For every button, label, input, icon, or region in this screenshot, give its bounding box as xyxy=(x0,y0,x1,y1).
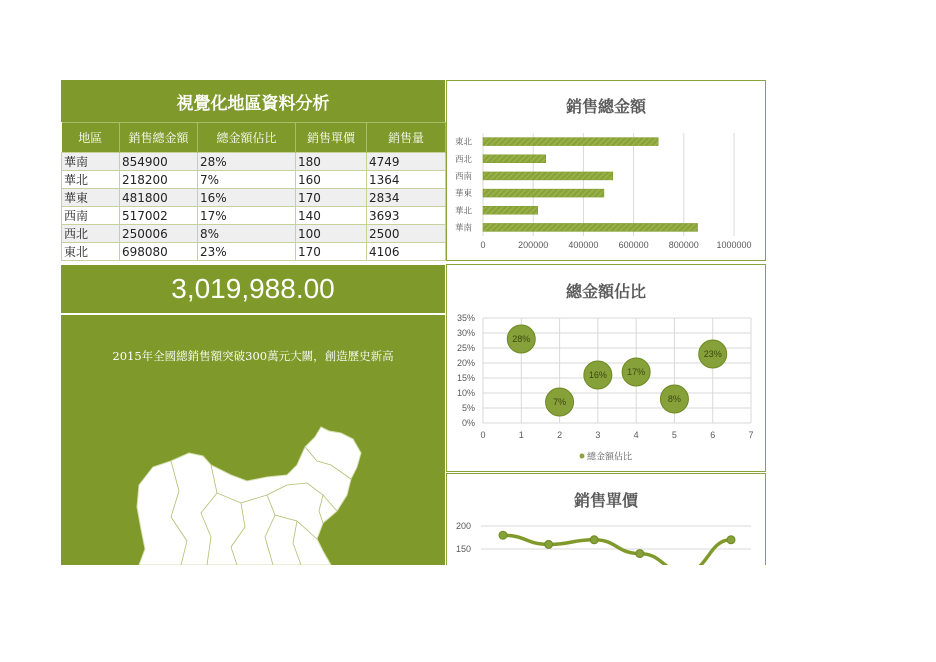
table-cell: 西南 xyxy=(62,207,120,225)
bar xyxy=(483,189,604,197)
table-cell: 100 xyxy=(296,225,367,243)
table-cell: 854900 xyxy=(120,153,198,171)
table-cell: 250006 xyxy=(120,225,198,243)
column-header: 總金額佔比 xyxy=(198,123,296,153)
y-tick-label: 25% xyxy=(456,343,475,353)
y-tick-label: 200 xyxy=(455,521,471,531)
table-row xyxy=(62,171,446,189)
data-point xyxy=(636,550,644,558)
x-tick-label: 5 xyxy=(671,430,677,440)
chart-title: 銷售單價 xyxy=(573,491,638,510)
table-cell: 華北 xyxy=(62,171,120,189)
y-tick-label: 5% xyxy=(461,403,475,413)
page-margin xyxy=(0,565,936,662)
y-tick-label: 35% xyxy=(456,313,475,323)
y-tick-label: 20% xyxy=(456,358,475,368)
x-tick-label: 4 xyxy=(633,430,639,440)
bar xyxy=(483,206,538,214)
data-label: 7% xyxy=(553,397,567,407)
x-tick-label: 200000 xyxy=(518,240,549,250)
data-label: 23% xyxy=(703,349,722,359)
column-header: 銷售總金額 xyxy=(120,123,198,153)
bar-chart xyxy=(447,81,765,260)
table-cell: 1364 xyxy=(367,171,446,189)
table-cell: 2834 xyxy=(367,189,446,207)
table-cell: 170 xyxy=(296,243,367,261)
chart-title: 銷售總金額 xyxy=(565,97,646,116)
legend-marker xyxy=(580,454,585,459)
table-cell: 698080 xyxy=(120,243,198,261)
x-tick-label: 600000 xyxy=(618,240,649,250)
dashboard-title: 視覺化地區資料分析 xyxy=(61,80,445,122)
table-row xyxy=(62,189,446,207)
data-label: 8% xyxy=(667,394,681,404)
table-cell: 481800 xyxy=(120,189,198,207)
data-label: 16% xyxy=(588,370,607,380)
bar xyxy=(483,172,613,180)
table-row xyxy=(62,207,446,225)
bar xyxy=(483,138,658,146)
legend-label: 總金額佔比 xyxy=(587,451,633,462)
data-label: 17% xyxy=(627,367,646,377)
y-tick-label: 華北 xyxy=(455,205,473,216)
china-map-icon xyxy=(61,315,445,565)
bar xyxy=(483,223,698,231)
table-cell: 東北 xyxy=(62,243,120,261)
x-tick-label: 3 xyxy=(595,430,601,440)
table-row xyxy=(62,225,446,243)
table-cell: 8% xyxy=(198,225,296,243)
table-cell: 140 xyxy=(296,207,367,225)
table-cell: 華東 xyxy=(62,189,120,207)
x-tick-label: 1 xyxy=(518,430,524,440)
table-cell: 517002 xyxy=(120,207,198,225)
table-cell: 160 xyxy=(296,171,367,189)
table-cell: 16% xyxy=(198,189,296,207)
sales-total-chart-panel xyxy=(446,80,766,261)
x-tick-label: 2 xyxy=(557,430,563,440)
share-chart-panel xyxy=(446,264,766,472)
table-cell: 3693 xyxy=(367,207,446,225)
y-tick-label: 華東 xyxy=(455,188,473,199)
table-cell: 180 xyxy=(296,153,367,171)
table-cell: 170 xyxy=(296,189,367,207)
column-header: 地區 xyxy=(62,123,120,153)
map-panel xyxy=(61,315,445,565)
bar xyxy=(483,155,546,163)
table-cell: 7% xyxy=(198,171,296,189)
headline-text: 2015年全國總銷售額突破300萬元大關，創造歷史新高 xyxy=(112,349,394,363)
y-tick-label: 15% xyxy=(456,373,475,383)
y-tick-label: 0% xyxy=(461,418,475,428)
y-tick-label: 西南 xyxy=(455,170,473,181)
table-row xyxy=(62,153,446,171)
data-point xyxy=(727,536,735,544)
x-tick-label: 0 xyxy=(480,240,486,250)
y-tick-label: 華南 xyxy=(455,222,473,233)
table-cell: 4106 xyxy=(367,243,446,261)
y-tick-label: 東北 xyxy=(455,136,473,147)
table-cell: 17% xyxy=(198,207,296,225)
total-sales-value: 3,019,988.00 xyxy=(61,265,445,313)
x-tick-label: 400000 xyxy=(568,240,599,250)
x-tick-label: 7 xyxy=(748,430,754,440)
x-tick-label: 0 xyxy=(480,430,486,440)
x-tick-label: 800000 xyxy=(668,240,699,250)
table-cell: 218200 xyxy=(120,171,198,189)
data-point xyxy=(545,540,553,548)
y-tick-label: 10% xyxy=(456,388,475,398)
table-cell: 西北 xyxy=(62,225,120,243)
table-cell: 28% xyxy=(198,153,296,171)
table-cell: 2500 xyxy=(367,225,446,243)
data-point xyxy=(590,536,598,544)
chart-title: 總金額佔比 xyxy=(565,282,646,301)
table-cell: 華南 xyxy=(62,153,120,171)
data-label: 28% xyxy=(512,334,531,344)
table-cell: 4749 xyxy=(367,153,446,171)
data-point xyxy=(499,531,507,539)
column-header: 銷售量 xyxy=(367,123,446,153)
scatter-chart xyxy=(447,265,765,471)
y-tick-label: 150 xyxy=(455,544,471,554)
table-cell: 23% xyxy=(198,243,296,261)
y-tick-label: 西北 xyxy=(455,153,473,164)
x-tick-label: 1000000 xyxy=(716,240,752,250)
table-header-row xyxy=(62,123,446,153)
x-tick-label: 6 xyxy=(710,430,716,440)
y-tick-label: 30% xyxy=(456,328,475,338)
table-row xyxy=(62,243,446,261)
region-data-table xyxy=(61,122,446,261)
column-header: 銷售單價 xyxy=(296,123,367,153)
